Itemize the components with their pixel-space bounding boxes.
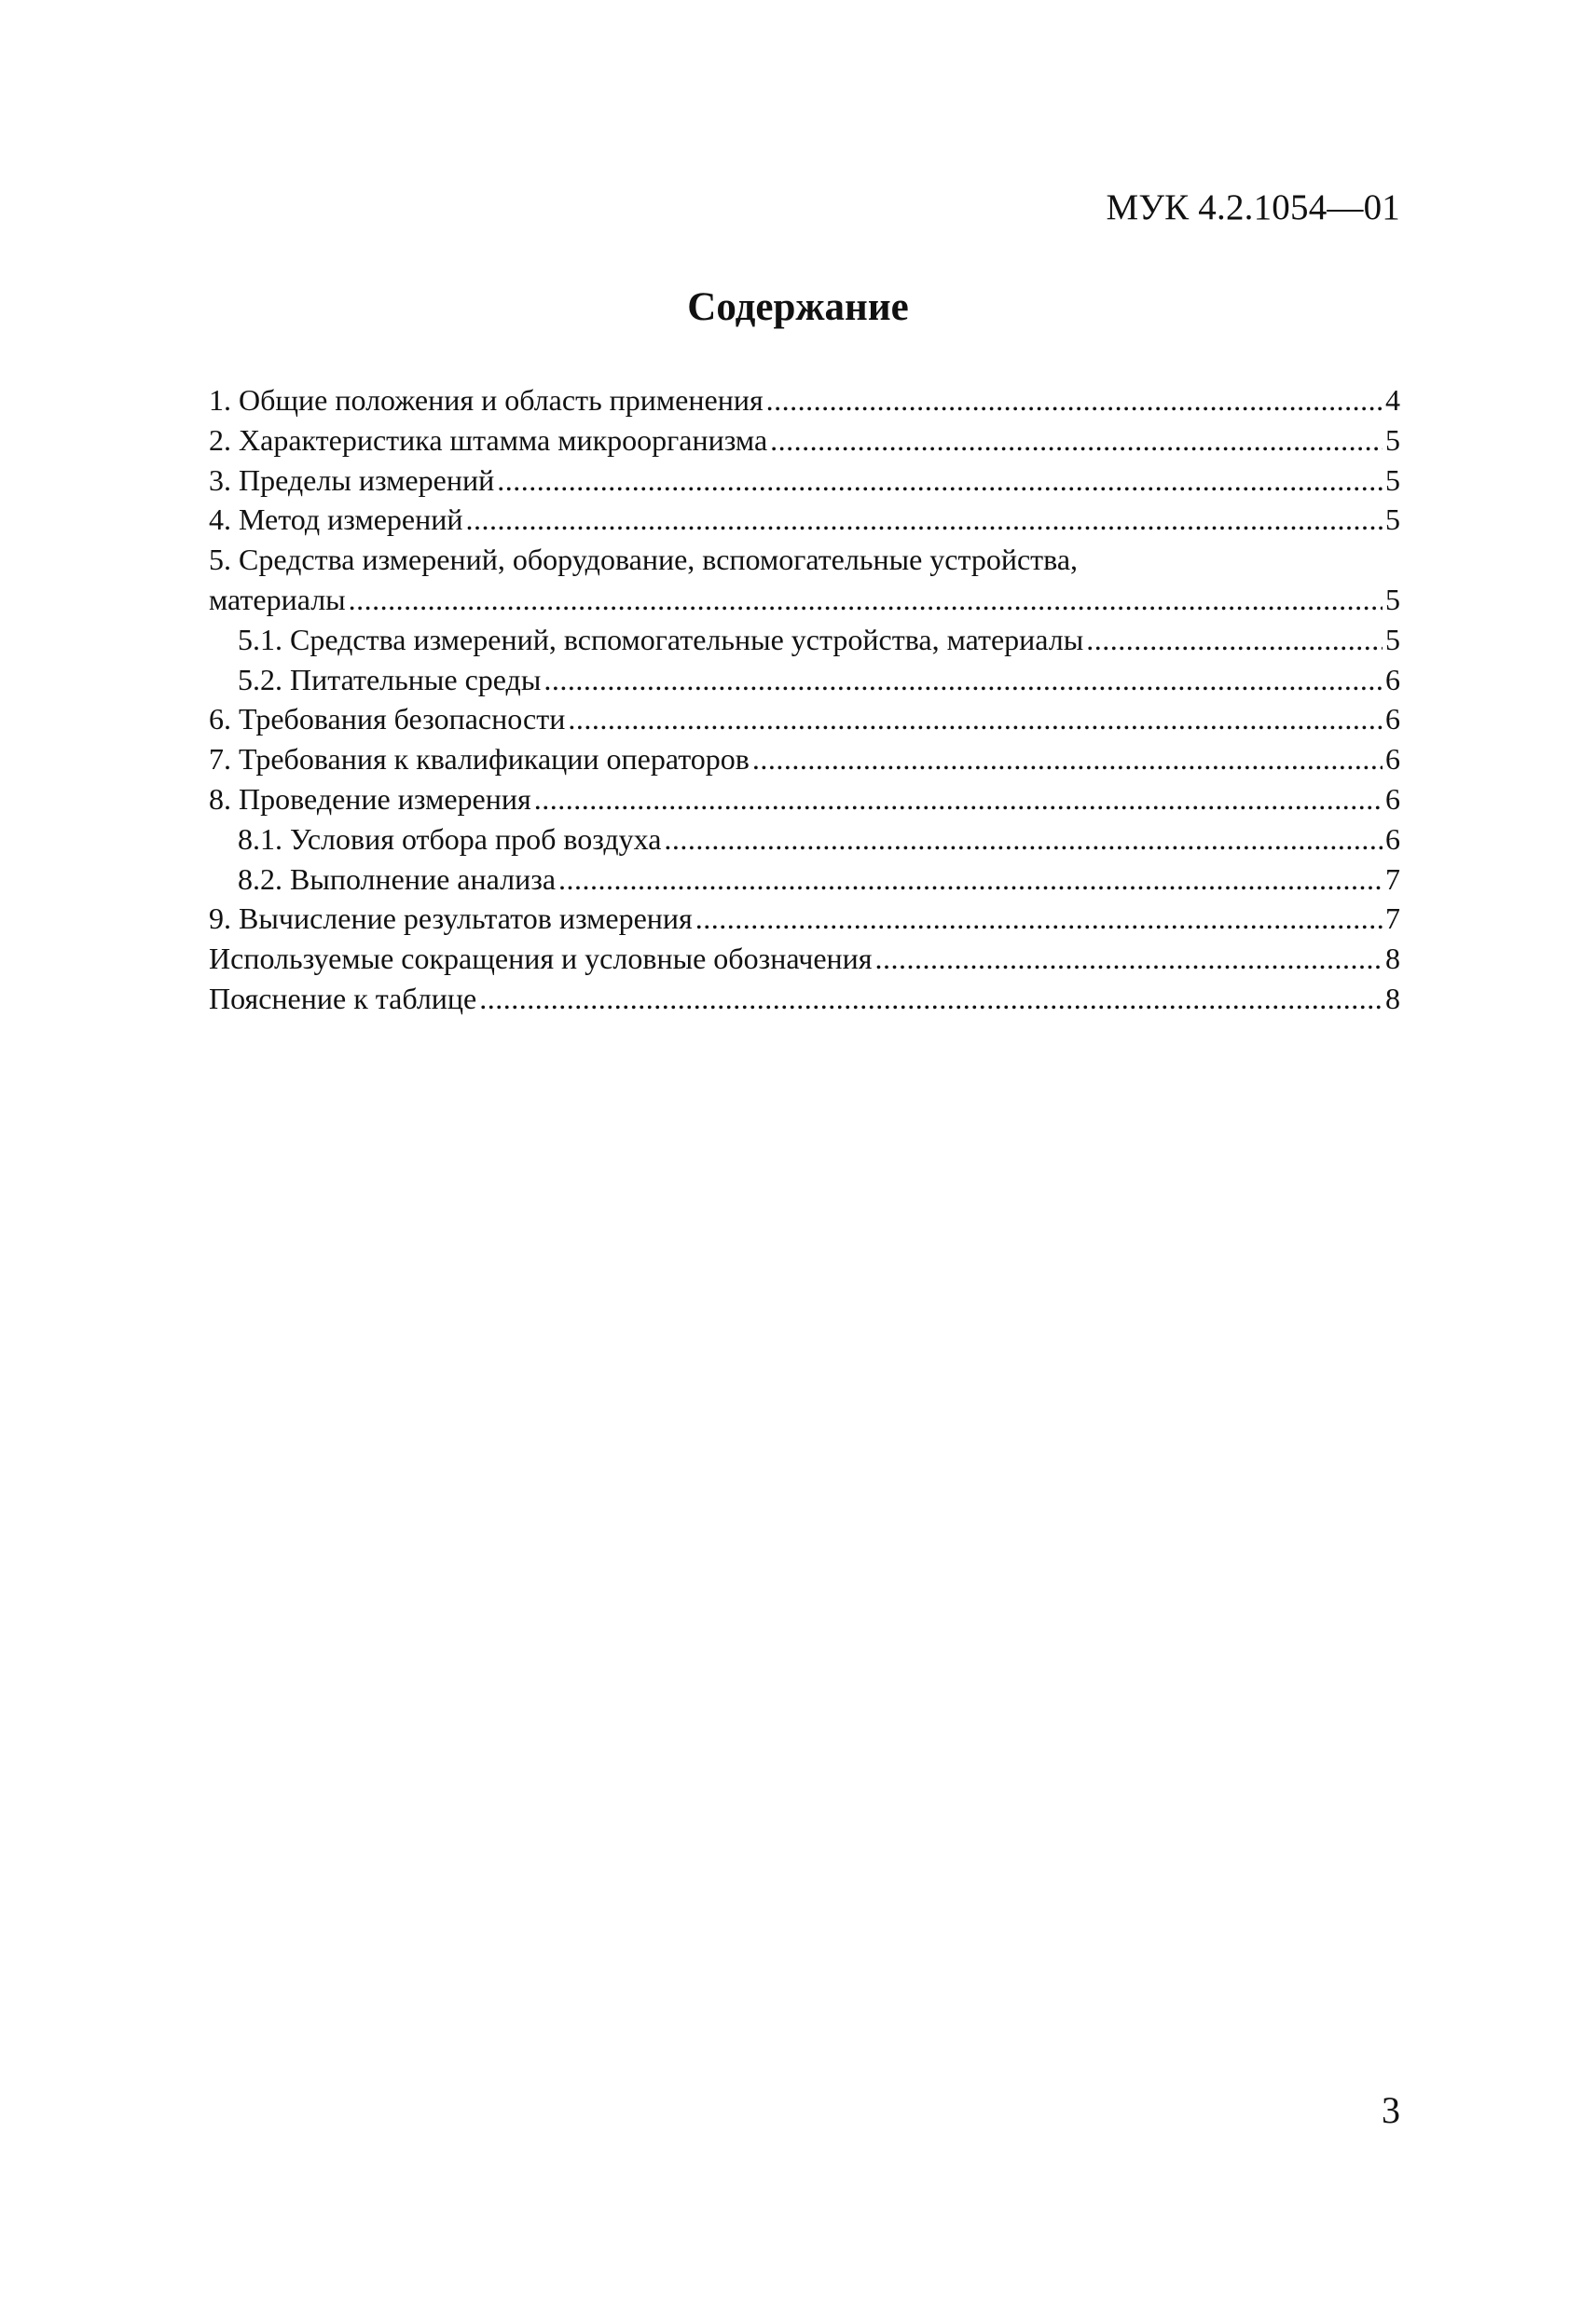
toc-entry-label: Используемые сокращения и условные обозначения <box>209 942 873 976</box>
toc-entry-label: 5. Средства измерений, оборудование, вспомогательные устройства, <box>209 543 1079 577</box>
toc-entry-label: 6. Требования безопасности <box>209 702 566 736</box>
toc-entry[interactable] <box>209 580 1400 620</box>
toc-subentry[interactable] <box>209 620 1400 660</box>
toc-leader-dots <box>695 899 1383 939</box>
toc-entry-page: 4 <box>1385 383 1400 417</box>
toc-entry-page: 6 <box>1385 742 1400 777</box>
toc-entry-page: 8 <box>1385 981 1400 1015</box>
toc-entry-page: 6 <box>1385 702 1400 736</box>
toc-entry-label: 2. Характеристика штамма микроорганизма <box>209 422 768 457</box>
toc-entry[interactable] <box>209 939 1400 979</box>
toc-subentry[interactable] <box>209 860 1400 900</box>
toc-entry-continued[interactable] <box>209 540 1400 580</box>
toc-entry[interactable] <box>209 380 1400 420</box>
toc-entry-page: 5 <box>1385 502 1400 537</box>
toc-leader-dots <box>770 420 1383 461</box>
toc-entry-page: 7 <box>1385 861 1400 896</box>
toc-entry-page: 6 <box>1385 662 1400 696</box>
toc-entry-label: 5.1. Средства измерений, вспомогательные устройства, материалы <box>238 622 1084 656</box>
toc-entry-page: 5 <box>1385 462 1400 497</box>
toc-entry-label: Пояснение к таблице <box>209 981 477 1015</box>
toc-entry-label: 8.1. Условия отбора проб воздуха <box>238 821 662 856</box>
toc-entry-page: 5 <box>1385 422 1400 457</box>
toc-entry-label: 9. Вычисление результатов измерения <box>209 901 693 936</box>
toc-entry-page: 5 <box>1385 582 1400 616</box>
toc-entry-label: 4. Метод измерений <box>209 502 463 537</box>
toc-leader-dots <box>664 819 1383 860</box>
toc-leader-dots <box>568 699 1383 739</box>
page-number: 3 <box>1382 2089 1400 2131</box>
toc-entry[interactable] <box>209 979 1400 1019</box>
toc-leader-dots <box>1086 620 1383 660</box>
toc-subentry[interactable] <box>209 819 1400 860</box>
toc-entry[interactable] <box>209 699 1400 739</box>
toc-leader-dots <box>534 779 1383 819</box>
toc-entry-page: 8 <box>1385 942 1400 976</box>
toc-entry-page: 6 <box>1385 821 1400 856</box>
toc-entry-label: 8.2. Выполнение анализа <box>238 861 557 896</box>
toc-leader-dots <box>752 739 1383 779</box>
toc-entry-label: 1. Общие положения и область применения <box>209 383 764 417</box>
toc-leader-dots <box>766 380 1383 420</box>
toc-entry-label: 8. Проведение измерения <box>209 781 531 816</box>
toc-leader-dots <box>349 580 1383 620</box>
toc-entry-label: 7. Требования к квалификации операторов <box>209 742 750 777</box>
toc-entry-page: 7 <box>1385 901 1400 936</box>
toc-entry-label: 3. Пределы измерений <box>209 462 495 497</box>
toc-leader-dots <box>875 939 1383 979</box>
toc-entry[interactable] <box>209 420 1400 461</box>
document-code: МУК 4.2.1054—01 <box>1106 187 1400 227</box>
toc-entry[interactable] <box>209 779 1400 819</box>
toc-entry-label: 5.2. Питательные среды <box>238 662 542 696</box>
toc-entry[interactable] <box>209 461 1400 501</box>
toc-entry[interactable] <box>209 500 1400 540</box>
toc-leader-dots <box>543 660 1383 700</box>
toc-entry-page: 5 <box>1385 622 1400 656</box>
toc-title: Содержание <box>687 285 909 329</box>
toc-leader-dots <box>558 860 1383 900</box>
table-of-contents <box>209 380 1400 1019</box>
toc-leader-dots <box>497 461 1383 501</box>
toc-leader-dots <box>479 979 1383 1019</box>
toc-subentry[interactable] <box>209 660 1400 700</box>
toc-entry[interactable] <box>209 899 1400 939</box>
toc-entry-label: материалы <box>209 582 346 616</box>
toc-entry[interactable] <box>209 739 1400 779</box>
toc-leader-dots <box>466 500 1383 540</box>
toc-entry-page: 6 <box>1385 781 1400 816</box>
